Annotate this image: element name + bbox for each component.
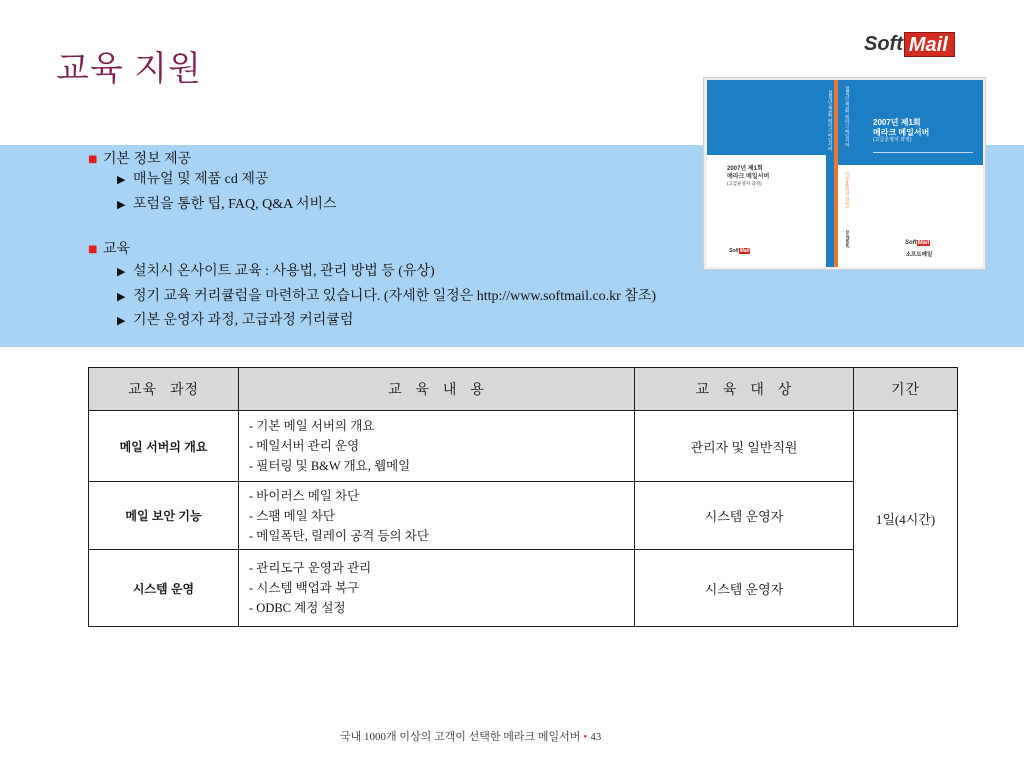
cover-logo bbox=[729, 248, 750, 254]
content-line: - 메일서버 관리 운영 bbox=[249, 439, 360, 453]
cover-logo-mail: Mail bbox=[917, 240, 930, 246]
slide-title: 교육 지원 bbox=[56, 50, 202, 88]
cover-course: (고급운영자 과정) bbox=[727, 181, 762, 186]
table-header-row bbox=[89, 368, 958, 411]
cover-logo-soft: Soft bbox=[905, 240, 917, 246]
course-target: 시스템 운영자 bbox=[635, 550, 854, 627]
right-triangle-bullet-icon: ▶ bbox=[117, 290, 126, 303]
spine-product: 메라크 메일서버 bbox=[845, 114, 850, 148]
footer-text: 국내 1000개 이상의 고객이 선택한 메라크 메일서버 bbox=[340, 731, 581, 743]
course-target: 관리자 및 일반직원 bbox=[635, 411, 854, 482]
spine-edition: 2007년 제1회 bbox=[845, 86, 850, 114]
cover-edition: 2007년 제1회 bbox=[873, 118, 921, 127]
header-target: 교 육 대 상 bbox=[635, 368, 854, 411]
course-name: 메일 보안 기능 bbox=[89, 482, 239, 550]
spine-course: (고급운영자 과정) bbox=[845, 172, 850, 208]
list-item-text: 매뉴얼 및 제품 cd 제공 bbox=[133, 172, 269, 187]
cover-blue-panel bbox=[707, 80, 826, 155]
content-line: - 스팸 메일 차단 bbox=[249, 508, 335, 523]
course-duration: 1일(4시간) bbox=[854, 411, 958, 627]
right-triangle-bullet-icon: ▶ bbox=[117, 173, 126, 186]
cover-edition: 2007년 제1회 bbox=[727, 166, 763, 172]
front-book-cover bbox=[855, 80, 983, 267]
cover-title-block bbox=[727, 166, 769, 187]
course-target: 시스템 운영자 bbox=[635, 482, 854, 550]
back-book-cover bbox=[707, 80, 826, 267]
spine-title bbox=[827, 90, 833, 151]
section-heading-text: 교육 bbox=[103, 242, 131, 257]
cover-product: 메라크 메일서버 bbox=[873, 127, 930, 137]
right-triangle-bullet-icon: ▶ bbox=[117, 265, 126, 278]
cover-product: 메라크 메일서버 bbox=[727, 173, 770, 180]
spine-product: 메라크 메일서버 bbox=[828, 118, 833, 152]
table-row bbox=[89, 550, 958, 627]
header-course: 교육 과정 bbox=[89, 368, 239, 411]
cover-publisher: 소프트메일 bbox=[905, 252, 933, 258]
list-item-text: 포럼을 통한 팁, FAQ, Q&A 서비스 bbox=[133, 197, 337, 212]
list-item-text: 기본 운영자 과정, 고급과정 커리큘럼 bbox=[133, 313, 354, 328]
footer-separator-dot: • bbox=[583, 731, 588, 743]
spine-logo-soft: Soft bbox=[845, 230, 850, 239]
list-item bbox=[117, 288, 656, 306]
slide-footer bbox=[340, 730, 601, 744]
list-item bbox=[117, 196, 337, 214]
section-heading-basic-info bbox=[88, 151, 191, 169]
content-line: - ODBC 계정 설정 bbox=[249, 601, 346, 615]
back-book-spine bbox=[826, 80, 834, 267]
list-item bbox=[117, 312, 353, 330]
header-contents: 교 육 내 용 bbox=[239, 368, 635, 411]
content-line: - 관리도구 운영과 관리 bbox=[249, 561, 372, 575]
course-book-cover-image bbox=[703, 77, 986, 270]
spine-logo-mail: Mail bbox=[845, 238, 850, 248]
course-contents bbox=[239, 550, 635, 627]
page-number: 43 bbox=[590, 731, 602, 743]
spine-logo bbox=[844, 230, 850, 248]
spine-title bbox=[844, 86, 850, 147]
cover-logo-mail: Mail bbox=[739, 248, 750, 254]
content-line: - 바이러스 메일 차단 bbox=[249, 488, 360, 503]
section-heading-education bbox=[88, 241, 130, 259]
list-item bbox=[117, 263, 435, 281]
cover-title-block bbox=[873, 118, 929, 144]
cover-rule-line bbox=[873, 152, 973, 153]
content-line: - 기본 메일 서버의 개요 bbox=[249, 419, 375, 433]
logo-mail-text: Mail bbox=[904, 32, 955, 57]
front-book-spine bbox=[838, 80, 855, 267]
cover-logo-soft: Soft bbox=[729, 248, 739, 254]
cover-logo bbox=[905, 240, 930, 246]
list-item-text: 정기 교육 커리큘럼을 마련하고 있습니다. (자세한 일정은 http://www.softmail.co.kr 참조) bbox=[133, 289, 657, 304]
red-square-bullet-icon: ■ bbox=[88, 154, 98, 165]
red-square-bullet-icon: ■ bbox=[88, 244, 98, 255]
list-item-text: 설치시 온사이트 교육 : 사용법, 관리 방법 등 (유상) bbox=[133, 264, 435, 279]
list-item bbox=[117, 171, 268, 189]
cover-course: (고급운영자 과정) bbox=[873, 137, 912, 143]
course-name: 메일 서버의 개요 bbox=[89, 411, 239, 482]
table-row bbox=[89, 482, 958, 550]
content-line: - 메일폭탄, 릴레이 공격 등의 차단 bbox=[249, 528, 429, 543]
spine-edition: 2007년 제1회 bbox=[828, 90, 833, 118]
table-row bbox=[89, 411, 958, 482]
content-line: - 필터링 및 B&W 개요, 웹메일 bbox=[249, 459, 411, 473]
course-table bbox=[88, 367, 958, 627]
course-contents bbox=[239, 411, 635, 482]
course-contents bbox=[239, 482, 635, 550]
right-triangle-bullet-icon: ▶ bbox=[117, 314, 126, 327]
course-name: 시스템 운영 bbox=[89, 550, 239, 627]
right-triangle-bullet-icon: ▶ bbox=[117, 198, 126, 211]
header-duration: 기간 bbox=[854, 368, 958, 411]
section-heading-text: 기본 정보 제공 bbox=[103, 152, 192, 167]
logo-soft-text: Soft bbox=[864, 33, 903, 55]
softmail-logo bbox=[864, 32, 955, 57]
content-line: - 시스템 백업과 복구 bbox=[249, 581, 360, 595]
